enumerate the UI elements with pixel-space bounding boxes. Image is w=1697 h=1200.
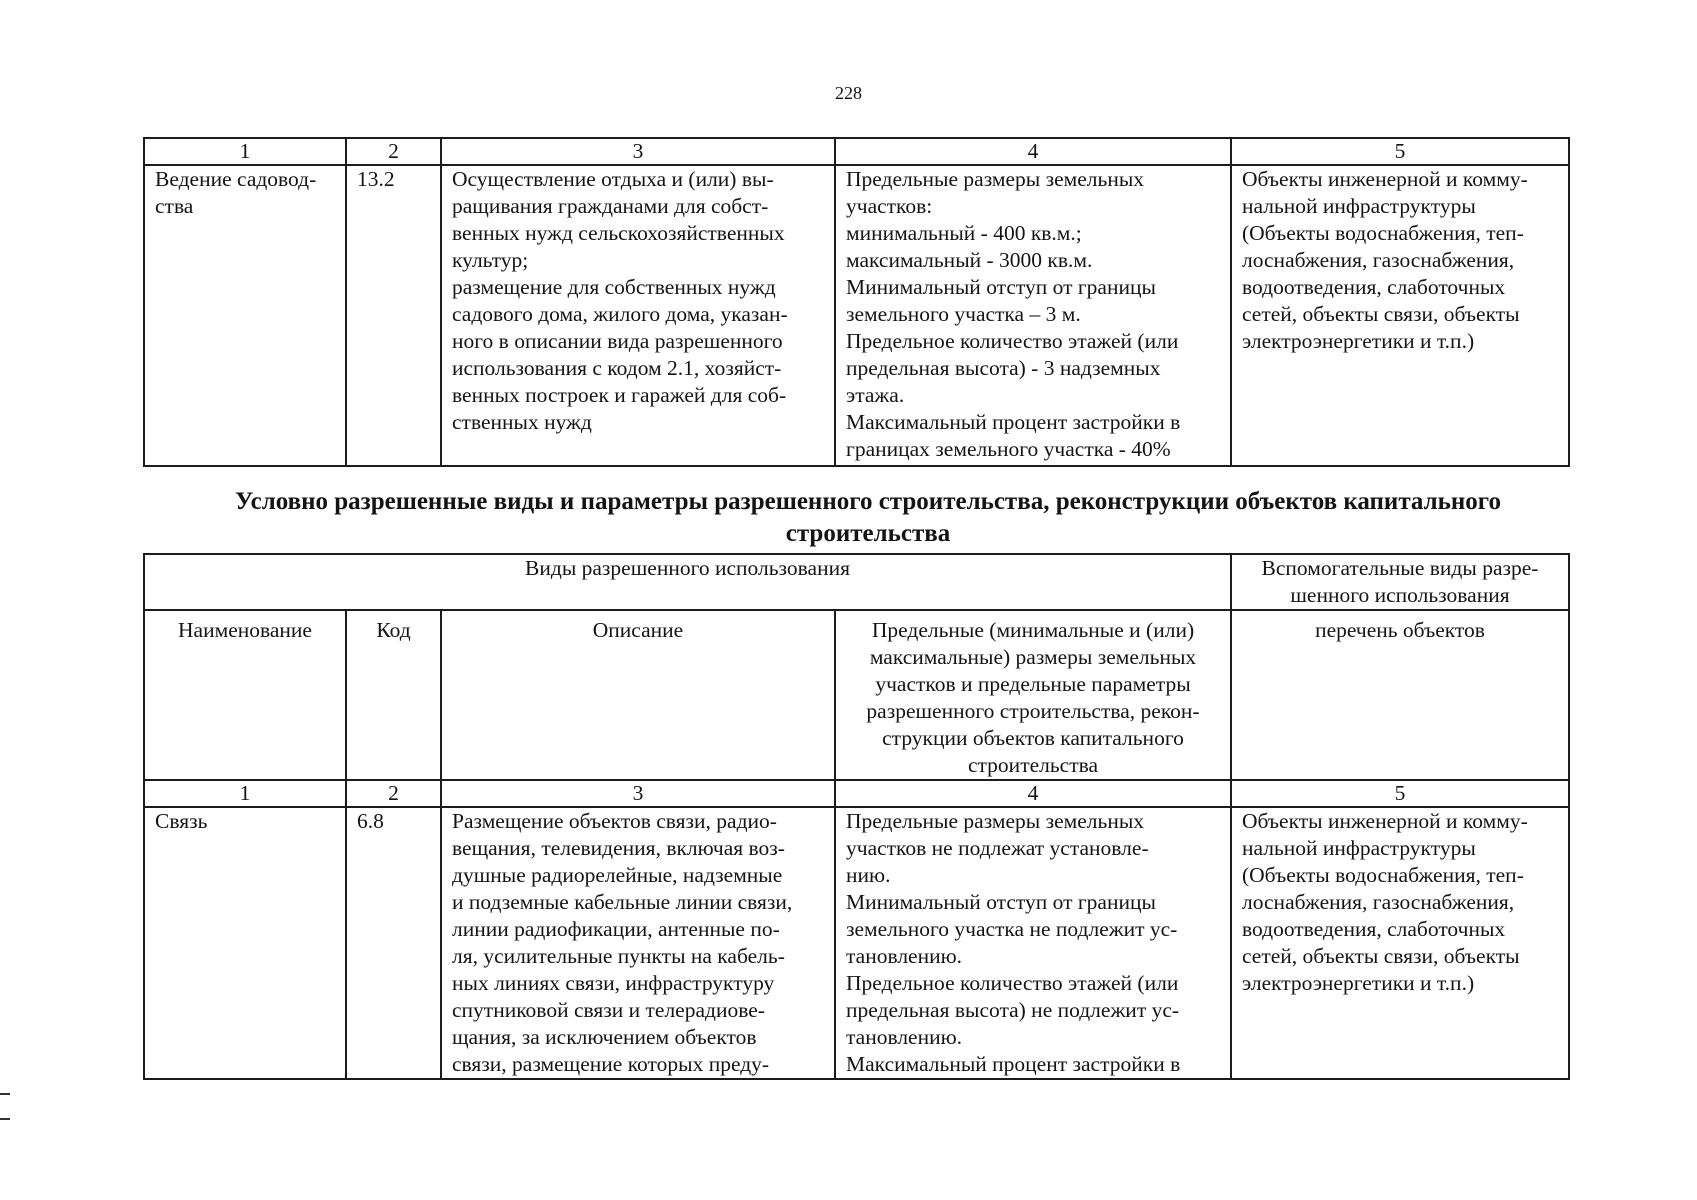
column-number-row xyxy=(144,138,1569,165)
text-line: Максимальный процент застройки в xyxy=(846,1052,1181,1076)
text-line: венных построек и гаражей для соб- xyxy=(452,383,787,407)
text-line: Предельные размеры земельных xyxy=(846,167,1145,191)
text-line: земельного участка – 3 м. xyxy=(846,302,1081,326)
text-line: лоснабжения, газоснабжения, xyxy=(1242,248,1515,272)
text-line: участков не подлежат установле- xyxy=(846,836,1149,860)
header-line: струкции объектов капитального xyxy=(882,726,1184,750)
use-name: Ведение садовод- xyxy=(155,167,317,191)
header-parameters xyxy=(835,610,1231,780)
heading-line: строительства xyxy=(785,520,951,547)
header-objects: перечень объектов xyxy=(1231,610,1569,780)
header-line: Предельные (минимальные и (или) xyxy=(871,618,1195,642)
text-line: Минимальный отступ от границы xyxy=(846,890,1156,914)
text-line: электроэнергетики и т.п.) xyxy=(1242,971,1475,995)
header-line: участков и предельные параметры xyxy=(875,672,1191,696)
header-line: строительства xyxy=(967,753,1099,777)
column-number: 1 xyxy=(144,138,346,165)
text-line: щания, за исключением объектов xyxy=(452,1025,757,1049)
text-line: электроэнергетики и т.п.) xyxy=(1242,329,1475,353)
use-name: Связь xyxy=(144,807,346,1079)
text-line: Объекты инженерной и комму- xyxy=(1242,809,1528,833)
text-line: сетей, объекты связи, объекты xyxy=(1242,302,1520,326)
column-number-row xyxy=(144,780,1569,807)
text-line: нальной инфраструктуры xyxy=(1242,194,1476,218)
group-header-main: Виды разрешенного использования xyxy=(144,554,1231,610)
text-line: венных нужд сельскохозяйственных xyxy=(452,221,785,245)
text-line: (Объекты водоснабжения, теп- xyxy=(1242,863,1524,887)
margin-mark xyxy=(0,1093,10,1095)
column-number: 4 xyxy=(835,138,1231,165)
header-line: шенного использования xyxy=(1290,583,1510,607)
text-line: границах земельного участка - 40% xyxy=(846,437,1171,461)
text-line: ля, усилительные пункты на кабель- xyxy=(452,944,785,968)
text-line: Осуществление отдыха и (или) вы- xyxy=(452,167,774,191)
text-line: максимальный - 3000 кв.м. xyxy=(846,248,1093,272)
group-header-row xyxy=(144,554,1569,610)
header-line: Вспомогательные виды разре- xyxy=(1261,556,1539,580)
table-row xyxy=(144,165,1569,466)
heading-line: Условно разрешенные виды и параметры разрешенного строительства, реконструкции объектов капитального xyxy=(234,488,1502,515)
conditional-uses-table xyxy=(143,553,1570,1080)
table-row xyxy=(144,807,1569,1079)
text-line: нию. xyxy=(846,863,891,887)
text-line: Предельное количество этажей (или xyxy=(846,971,1179,995)
header-line: максимальные) размеры земельных xyxy=(869,645,1197,669)
use-parameters xyxy=(835,807,1231,1079)
column-number: 3 xyxy=(441,138,835,165)
text-line: спутниковой связи и телерадиове- xyxy=(452,998,765,1022)
text-line: душные радиорелейные, надземные xyxy=(452,863,783,887)
text-line: Предельные размеры земельных xyxy=(846,809,1145,833)
text-line: участков: xyxy=(846,194,933,218)
column-number: 5 xyxy=(1231,138,1569,165)
column-number: 2 xyxy=(346,138,441,165)
text-line: Размещение объектов связи, радио- xyxy=(452,809,777,833)
use-name-cell xyxy=(144,165,346,466)
text-line: связи, размещение которых преду- xyxy=(452,1052,770,1076)
text-line: сетей, объекты связи, объекты xyxy=(1242,944,1520,968)
text-line: (Объекты водоснабжения, теп- xyxy=(1242,221,1524,245)
text-line: Объекты инженерной и комму- xyxy=(1242,167,1528,191)
use-description xyxy=(441,165,835,466)
text-line: земельного участка не подлежит ус- xyxy=(846,917,1178,941)
text-line: ращивания гражданами для собст- xyxy=(452,194,769,218)
column-number: 4 xyxy=(835,780,1231,807)
text-line: ного в описании вида разрешенного xyxy=(452,329,783,353)
text-line: садового дома, жилого дома, указан- xyxy=(452,302,788,326)
column-number: 2 xyxy=(346,780,441,807)
column-number: 1 xyxy=(144,780,346,807)
text-line: тановлению. xyxy=(846,1025,963,1049)
text-line: предельная высота) - 3 надземных xyxy=(846,356,1161,380)
text-line: Минимальный отступ от границы xyxy=(846,275,1156,299)
header-name: Наименование xyxy=(144,610,346,780)
text-line: ственных нужд xyxy=(452,410,592,434)
use-code: 6.8 xyxy=(346,807,441,1079)
column-number: 3 xyxy=(441,780,835,807)
text-line: ных линиях связи, инфраструктуру xyxy=(452,971,775,995)
header-line: разрешенного строительства, рекон- xyxy=(866,699,1200,723)
text-line: и подземные кабельные линии связи, xyxy=(452,890,793,914)
text-line: водоотведения, слаботочных xyxy=(1242,275,1506,299)
group-header-auxiliary xyxy=(1231,554,1569,610)
header-description: Описание xyxy=(441,610,835,780)
column-header-row xyxy=(144,610,1569,780)
text-line: использования с кодом 2.1, хозяйст- xyxy=(452,356,782,380)
permitted-uses-table xyxy=(143,137,1570,467)
text-line: этажа. xyxy=(846,383,905,407)
text-line: размещение для собственных нужд xyxy=(452,275,776,299)
section-heading xyxy=(148,486,1588,550)
use-name: ства xyxy=(155,194,194,218)
auxiliary-objects xyxy=(1231,807,1569,1079)
page-number: 228 xyxy=(835,83,862,103)
column-number: 5 xyxy=(1231,780,1569,807)
text-line: культур; xyxy=(452,248,529,272)
text-line: Предельное количество этажей (или xyxy=(846,329,1179,353)
text-line: линии радиофикации, антенные по- xyxy=(452,917,780,941)
text-line: предельная высота) не подлежит ус- xyxy=(846,998,1180,1022)
text-line: водоотведения, слаботочных xyxy=(1242,917,1506,941)
text-line: тановлению. xyxy=(846,944,963,968)
header-code: Код xyxy=(346,610,441,780)
text-line: лоснабжения, газоснабжения, xyxy=(1242,890,1515,914)
use-description xyxy=(441,807,835,1079)
text-line: вещания, телевидения, включая воз- xyxy=(452,836,785,860)
margin-mark xyxy=(0,1118,10,1120)
use-code: 13.2 xyxy=(346,165,441,466)
text-line: нальной инфраструктуры xyxy=(1242,836,1476,860)
text-line: Максимальный процент застройки в xyxy=(846,410,1181,434)
text-line: минимальный - 400 кв.м.; xyxy=(846,221,1082,245)
use-parameters xyxy=(835,165,1231,466)
auxiliary-objects xyxy=(1231,165,1569,466)
